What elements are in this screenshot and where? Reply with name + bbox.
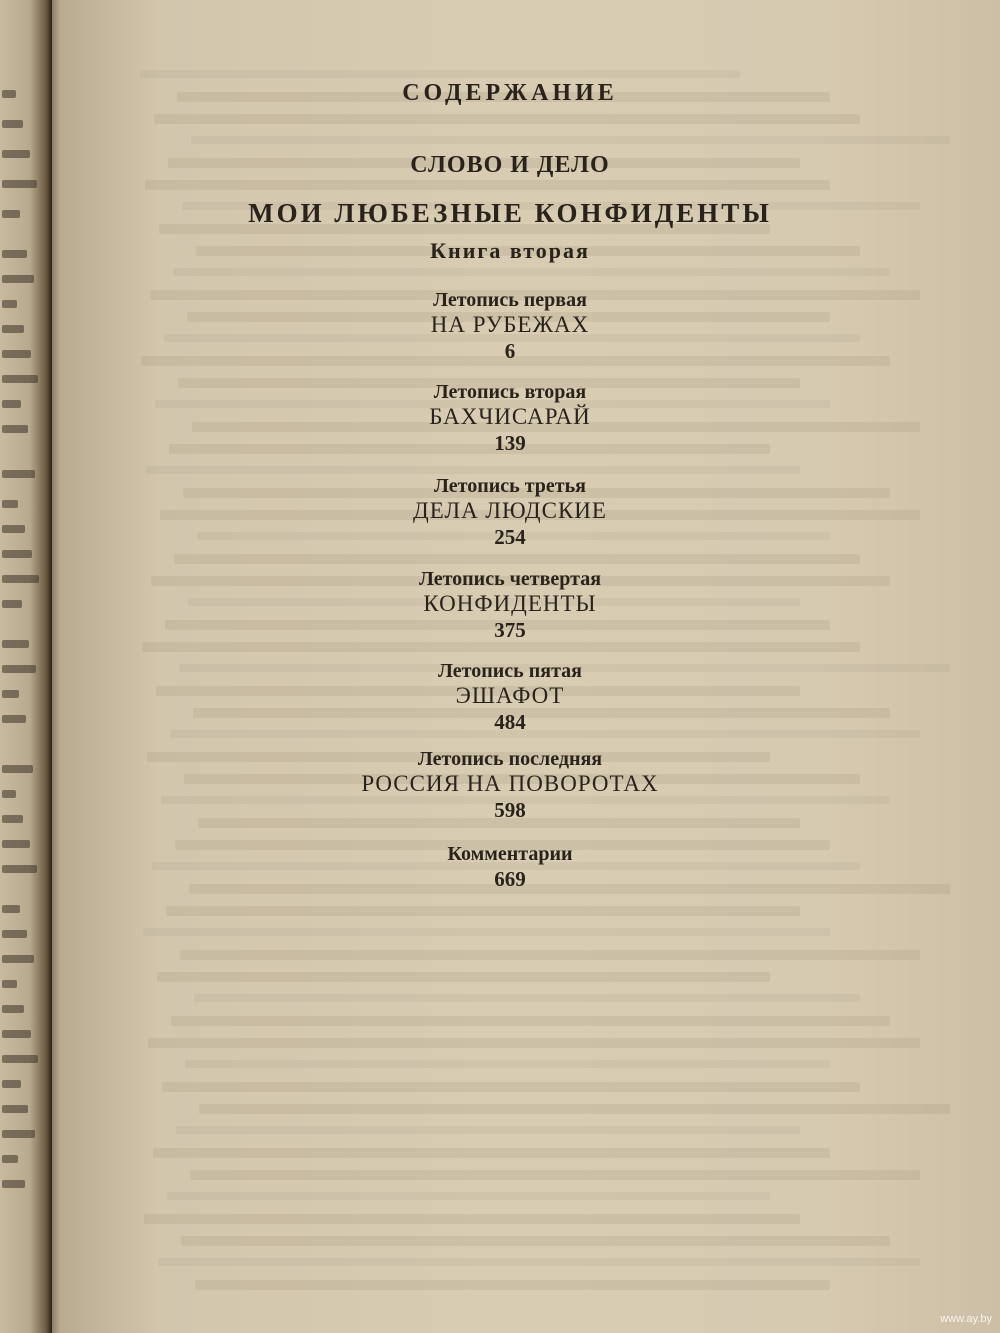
toc-entry bbox=[250, 659, 770, 735]
entry-label: Летопись последняя bbox=[417, 748, 603, 770]
bleed-through-line bbox=[180, 950, 920, 960]
left-page-text-line bbox=[2, 470, 35, 478]
left-page-text-line bbox=[2, 1055, 38, 1063]
left-page-text-line bbox=[2, 905, 20, 913]
entry-title: БАХЧИСАРАЙ bbox=[429, 404, 591, 429]
bleed-through-line bbox=[154, 114, 860, 124]
entry-page-number: 598 bbox=[494, 798, 526, 822]
left-page-text-line bbox=[2, 550, 32, 558]
bleed-through-line bbox=[143, 928, 830, 936]
bleed-through-line bbox=[148, 1038, 920, 1048]
entry-title: РОССИЯ НА ПОВОРОТАХ bbox=[361, 771, 659, 796]
left-page-text-line bbox=[2, 210, 20, 218]
entry-title: НА РУБЕЖАХ bbox=[430, 312, 590, 337]
toc-entry bbox=[250, 288, 770, 364]
bleed-through-line bbox=[176, 1126, 800, 1134]
bleed-through-line bbox=[162, 1082, 860, 1092]
left-page-text-line bbox=[2, 715, 26, 723]
bleed-through-line bbox=[190, 1170, 920, 1180]
left-page-text-line bbox=[2, 250, 27, 258]
watermark: www.ay.by bbox=[940, 1313, 992, 1325]
left-page-text-line bbox=[2, 90, 16, 98]
left-page-text-line bbox=[2, 325, 24, 333]
left-page-text-line bbox=[2, 120, 23, 128]
bleed-through-line bbox=[144, 1214, 800, 1224]
left-page-text-line bbox=[2, 790, 16, 798]
entry-title: ЭШАФОТ bbox=[455, 683, 565, 708]
left-page-text-line bbox=[2, 1030, 31, 1038]
left-page-text-line bbox=[2, 525, 25, 533]
bleed-through-line bbox=[157, 972, 770, 982]
left-page-text-line bbox=[2, 640, 29, 648]
bleed-through-line bbox=[158, 1258, 920, 1266]
left-page-text-fragments bbox=[0, 0, 52, 1333]
left-page-text-line bbox=[2, 600, 22, 608]
entry-title: КОНФИДЕНТЫ bbox=[423, 591, 597, 616]
left-page-text-line bbox=[2, 1180, 25, 1188]
bleed-through-line bbox=[146, 466, 800, 474]
entry-label: Комментарии bbox=[447, 843, 573, 865]
toc-entry bbox=[250, 474, 770, 550]
bleed-through-line bbox=[145, 180, 830, 190]
bleed-through-line bbox=[194, 994, 860, 1002]
left-page-text-line bbox=[2, 275, 34, 283]
bleed-through-line bbox=[181, 1236, 890, 1246]
bleed-through-line bbox=[171, 1016, 890, 1026]
entry-label: Летопись четвертая bbox=[418, 568, 602, 590]
left-page-text-line bbox=[2, 1080, 21, 1088]
bleed-through-line bbox=[153, 1148, 830, 1158]
entry-page-number: 484 bbox=[494, 710, 526, 734]
left-page-text-line bbox=[2, 350, 31, 358]
entry-title: ДЕЛА ЛЮДСКИЕ bbox=[413, 498, 607, 523]
book-title: МОИ ЛЮБЕЗНЫЕ КОНФИДЕНТЫ bbox=[248, 198, 772, 228]
toc-entry bbox=[250, 567, 770, 643]
left-page-text-line bbox=[2, 765, 33, 773]
entry-label: Летопись вторая bbox=[433, 381, 587, 403]
left-page-text-line bbox=[2, 400, 21, 408]
entry-label: Летопись пятая bbox=[438, 660, 582, 682]
left-page-text-line bbox=[2, 955, 34, 963]
left-page-text-line bbox=[2, 180, 37, 188]
left-page-text-line bbox=[2, 1130, 35, 1138]
left-page-text-line bbox=[2, 1155, 18, 1163]
entry-page-number: 6 bbox=[504, 339, 516, 363]
left-page-text-line bbox=[2, 690, 19, 698]
bleed-through-line bbox=[167, 1192, 770, 1200]
bleed-through-line bbox=[140, 70, 740, 78]
bleed-through-line bbox=[191, 136, 950, 144]
toc-entry-comments bbox=[250, 842, 770, 892]
left-page-text-line bbox=[2, 840, 30, 848]
left-page-text-line bbox=[2, 500, 18, 508]
work-title: СЛОВО И ДЕЛО bbox=[410, 152, 610, 178]
left-page-text-line bbox=[2, 930, 27, 938]
bleed-through-line bbox=[166, 906, 800, 916]
left-page-text-line bbox=[2, 815, 23, 823]
toc-entry bbox=[250, 747, 770, 823]
entry-label: Летопись третья bbox=[434, 475, 586, 497]
left-page-text-line bbox=[2, 150, 30, 158]
bleed-through-line bbox=[185, 1060, 830, 1068]
left-page-text-line bbox=[2, 665, 36, 673]
left-page-text-line bbox=[2, 375, 38, 383]
left-page-text-line bbox=[2, 575, 39, 583]
left-page-text-line bbox=[2, 1005, 24, 1013]
bleed-through-line bbox=[142, 642, 860, 652]
left-page-text-line bbox=[2, 300, 17, 308]
bleed-through-line bbox=[195, 1280, 830, 1290]
entry-label: Летопись первая bbox=[433, 289, 587, 311]
entry-page-number: 669 bbox=[494, 867, 526, 891]
book-subtitle: Книга вторая bbox=[430, 238, 590, 263]
entry-page-number: 254 bbox=[494, 525, 526, 549]
left-page-text-line bbox=[2, 1105, 28, 1113]
entry-page-number: 375 bbox=[494, 618, 526, 642]
bleed-through-line bbox=[174, 554, 860, 564]
left-page-text-line bbox=[2, 865, 37, 873]
entry-page-number: 139 bbox=[494, 431, 526, 455]
toc-entry bbox=[250, 380, 770, 456]
left-page-text-line bbox=[2, 425, 28, 433]
left-page-text-line bbox=[2, 980, 17, 988]
contents-heading: СОДЕРЖАНИЕ bbox=[402, 80, 618, 106]
bleed-through-line bbox=[173, 268, 890, 276]
bleed-through-line bbox=[199, 1104, 950, 1114]
